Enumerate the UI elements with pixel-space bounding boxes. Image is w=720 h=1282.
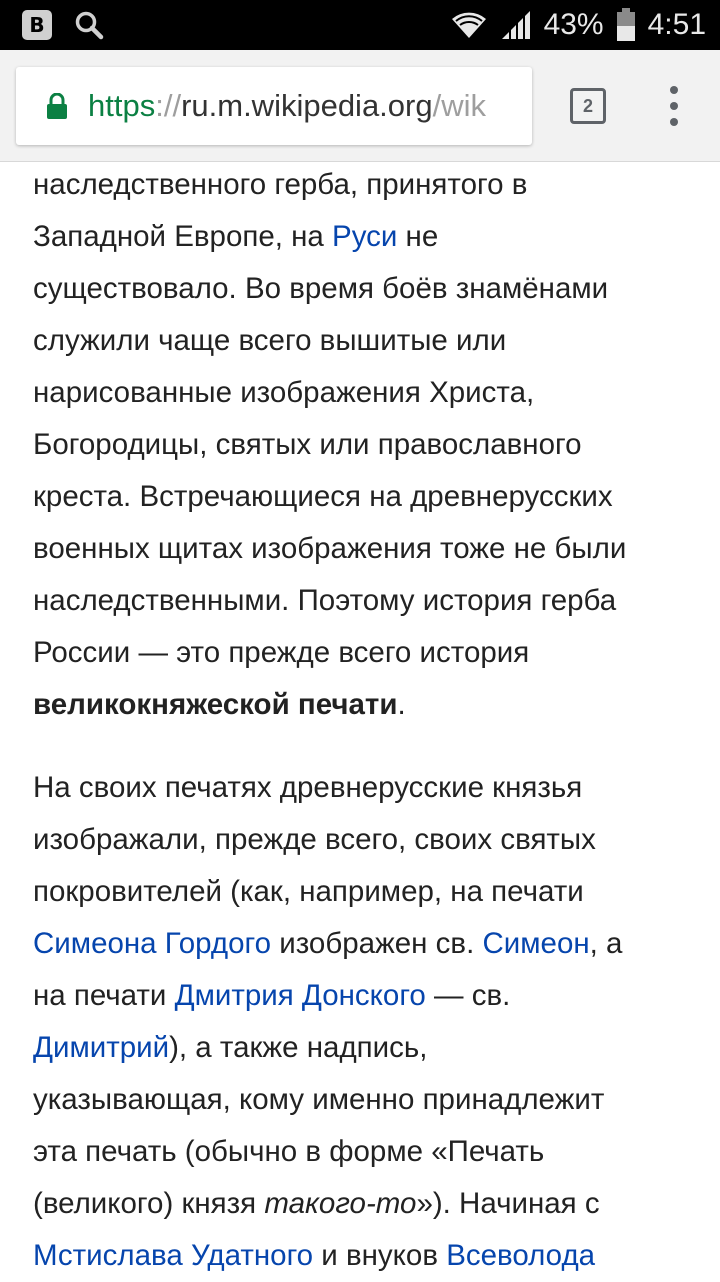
menu-dot [670, 118, 678, 126]
text-line: покровителей (как, например, на печати [33, 875, 584, 908]
text-line [33, 970, 698, 1022]
text-line: указывающая, кому именно принадлежит [33, 1083, 605, 1116]
search-icon [74, 10, 104, 40]
text-span: — св. [425, 979, 511, 1012]
text-span: , а [589, 927, 623, 960]
text-span: »). Начиная с [416, 1187, 600, 1220]
link-simeon-gordy[interactable]: Симеона Гордого [33, 927, 272, 960]
text-line: наследственного герба, принятого в [33, 168, 528, 201]
address-bar[interactable] [16, 67, 532, 145]
link-dmitry-donskoy[interactable]: Дмитрия Донского [174, 979, 426, 1012]
tab-switcher-button[interactable] [570, 88, 606, 124]
text-line: служили чаще всего вышитые или [33, 324, 507, 357]
text-span: не [397, 220, 439, 253]
text-line: нарисованные изображения Христа, [33, 376, 535, 409]
text-line: военных щитах изображения тоже не были [33, 532, 627, 565]
link-dimitry[interactable]: Димитрий [33, 1031, 170, 1064]
text-line: наследственными. Поэтому история герба [33, 584, 617, 617]
text-line: существовало. Во время боёв знамёнами [33, 272, 609, 305]
text-span: . [397, 688, 406, 721]
paragraph-2 [33, 762, 698, 1282]
battery-percent: 43% [543, 8, 604, 41]
notification-icons [22, 10, 104, 40]
text-line [33, 211, 698, 263]
text-line: эта печать (обычно в форме «Печать [33, 1135, 545, 1168]
text-line: креста. Встречающиеся на древнерусских [33, 480, 613, 513]
menu-dot [670, 102, 678, 110]
url-separator: :// [155, 88, 182, 123]
url-text[interactable] [88, 88, 486, 124]
overflow-menu-icon[interactable] [662, 86, 686, 126]
text-line: На своих печатях древнерусские князья [33, 771, 583, 804]
menu-dot [670, 86, 678, 94]
tab-count: 2 [582, 95, 593, 116]
text-line [33, 918, 698, 970]
system-icons [450, 8, 706, 42]
url-scheme: https [88, 88, 156, 123]
clock: 4:51 [647, 8, 706, 41]
browser-toolbar [0, 50, 720, 162]
link-vsevolod[interactable]: Всеволода [446, 1239, 596, 1272]
status-bar [0, 0, 720, 50]
bold-term: великокняжеской печати [33, 688, 398, 721]
text-span: изображен св. [271, 927, 483, 960]
url-path: /wik [432, 88, 486, 123]
signal-icon [500, 9, 532, 41]
b-app-icon: B [22, 10, 52, 40]
text-line: изображали, прежде всего, своих святых [33, 823, 596, 856]
lock-icon [46, 93, 68, 119]
battery-icon [616, 8, 636, 42]
text-span: (великого) князя [33, 1187, 265, 1220]
text-line: России — это прежде всего история [33, 636, 530, 669]
article-content [33, 159, 698, 1282]
text-span: и внуков [313, 1239, 447, 1272]
wifi-icon [450, 10, 488, 40]
link-simeon[interactable]: Симеон [482, 927, 590, 960]
paragraph-spacer [33, 731, 698, 762]
text-span: на печати [33, 979, 175, 1012]
link-mstislav-udatny[interactable]: Мстислава Удатного [33, 1239, 314, 1272]
link-rusi[interactable]: Руси [332, 220, 398, 253]
text-line [33, 1178, 698, 1230]
url-host: ru.m.wikipedia.org [181, 88, 433, 123]
text-line [33, 679, 698, 731]
text-line [33, 1230, 698, 1282]
italic-term: такого-то [264, 1187, 417, 1220]
paragraph-1 [33, 159, 698, 731]
text-span: ), а также надпись, [169, 1031, 428, 1064]
text-line: Богородицы, святых или православного [33, 428, 582, 461]
text-line [33, 1022, 698, 1074]
text-span: Западной Европе, на [33, 220, 333, 253]
